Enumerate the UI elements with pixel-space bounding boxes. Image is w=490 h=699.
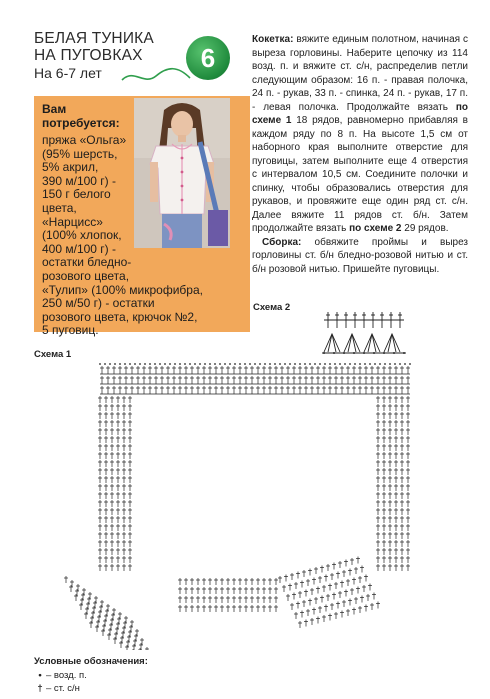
materials-heading: Вам потребуется: [42, 102, 120, 130]
materials-line: 5% акрил, [42, 160, 99, 175]
chain-stitch-symbol: • [38, 670, 42, 681]
materials-line: 390 м/100 г) - [42, 173, 116, 188]
materials-line: «Нарцисс» [42, 214, 103, 229]
materials-line: (100% хлопок, [42, 228, 122, 243]
instructions-paragraph-yoke [252, 33, 468, 236]
double-crochet-symbol: † [37, 683, 43, 694]
materials-line: «Тулип» (100% микрофибра, [42, 282, 203, 297]
yoke-text-a: вяжите единым полотном, начиная с выреза горловины. Наберите цепочку из 114 возд. п. и вяжите ст. с/н, распределив петли следующим образом: 16 п. - правая полочка, 24 п. - рукав, 33 п. - спинка, 24 п. - рукав, 17 п. - левая полочка. Продолжайте вязать [252, 34, 468, 113]
materials-line: цвета, [42, 200, 77, 215]
model-photo-illustration [134, 98, 230, 248]
title-line-2: НА ПУГОВКАХ [34, 47, 143, 64]
materials-line: пряжа «Ольга» [42, 133, 127, 147]
materials-line: остатки бледно- [42, 255, 132, 270]
yoke-heading: Кокетка: [252, 34, 294, 45]
materials-line: (95% шерсть, [42, 146, 118, 161]
legend-title: Условные обозначения: [34, 656, 148, 667]
title-line-1: БЕЛАЯ ТУНИКА [34, 30, 154, 47]
legend-label-dc: – ст. с/н [46, 683, 80, 694]
materials-line: 250 м/50 г) - остатки [42, 296, 155, 311]
assembly-heading: Сборка: [262, 236, 302, 248]
instructions-paragraph-assembly [252, 236, 468, 277]
legend [34, 656, 148, 695]
legend-label-chain: – возд. п. [46, 670, 87, 681]
materials-line: розового цвета, крючок №2, [42, 309, 198, 324]
yoke-text-c: 29 рядов. [401, 223, 449, 234]
scheme1-diagram [30, 360, 470, 650]
legend-item-chain [34, 669, 148, 682]
instructions-text [252, 33, 468, 276]
scheme1-chain-row [99, 363, 411, 365]
legend-item-dc [34, 682, 148, 695]
scheme2-diagram [320, 308, 408, 356]
scheme2-ref: по схеме 2 [349, 223, 402, 234]
scheme1-ref: по схеме 1 [252, 101, 468, 126]
scheme2-caption: Схема 2 [253, 302, 291, 313]
title-age: На 6-7 лет [34, 65, 102, 81]
materials-line: 5 пуговиц. [42, 323, 99, 338]
materials-line: 150 г белого [42, 187, 111, 202]
scheme1-stitches [64, 366, 410, 650]
project-number: 6 [200, 43, 216, 73]
scheme1-caption: Схема 1 [34, 349, 72, 360]
materials-line: розового цвета, [42, 268, 130, 283]
assembly-text: обвяжите проймы и вырез горловины ст. б/н бледно-розовой нитью и ст. б/н розовой нитью. Пришейте пуговицы. [252, 236, 468, 275]
model-photo [134, 98, 230, 248]
project-number-badge [186, 36, 230, 80]
yoke-text-b: 18 рядов, равномерно прибавляя в каждом ряду по 8 п. На высоте 1,5 см от наборного края выполните отверстие для пуговицы, затем выполните еще 4 отверстия с интервалом 10,5 см. Соедините полочки и спинку, чтобы образовались отверстия для рукавов, и провяжите еще один ряд ст. с/н. Далее вяжите 11 рядов ст. б/н. Затем продолжайте вязать [252, 115, 468, 234]
materials-line: 400 м/100 г) - [42, 241, 116, 256]
